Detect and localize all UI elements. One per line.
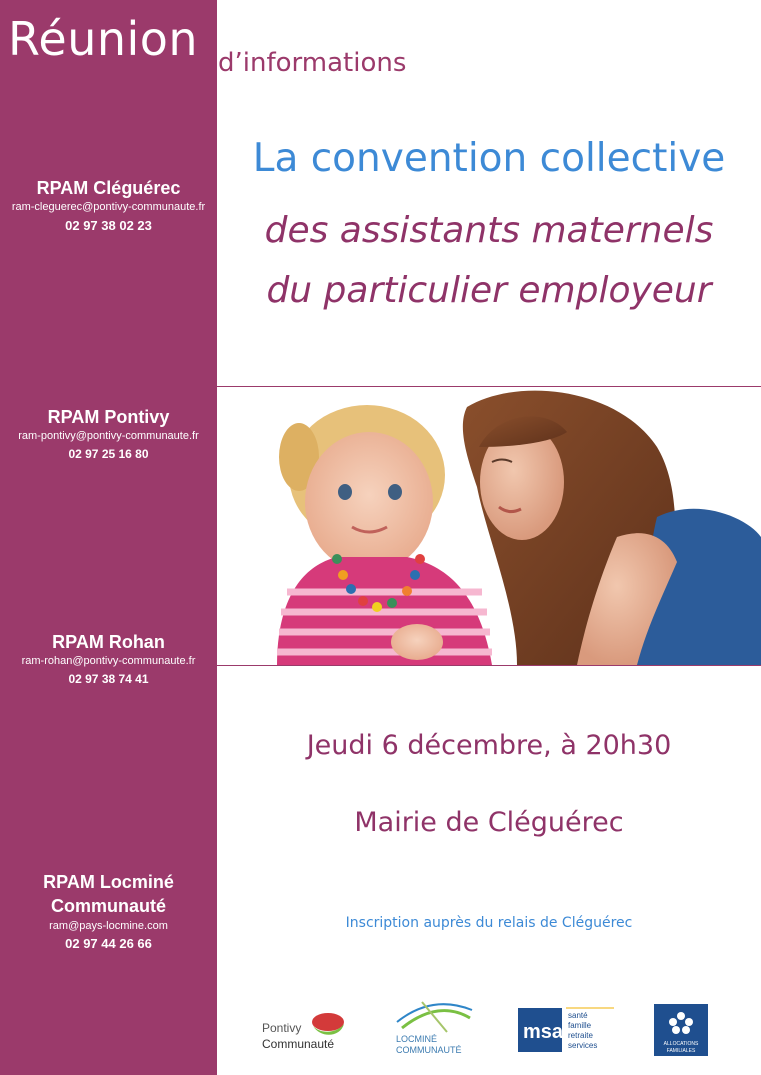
- contact-phone: 02 97 25 16 80: [68, 446, 149, 461]
- contact-phone: 02 97 38 02 23: [65, 217, 152, 233]
- headline: La convention collective: [252, 136, 726, 181]
- contact-name: RPAM Pontivy: [47, 407, 170, 427]
- msa-line-3: retraite: [568, 1031, 593, 1040]
- msa-line-1: santé: [568, 1011, 588, 1020]
- contact-locmine: [0, 870, 217, 953]
- msa-mark: msa: [523, 1021, 564, 1043]
- msa-logo[interactable]: [518, 1006, 618, 1056]
- pontivy-communaute-logo[interactable]: [258, 1010, 350, 1056]
- contact-email[interactable]: ram-rohan@pontivy-communaute.fr: [21, 655, 196, 668]
- caf-logo[interactable]: [654, 1004, 708, 1056]
- contact-name: RPAM Cléguérec: [36, 178, 181, 198]
- contact-name: RPAM Rohan: [52, 632, 165, 652]
- subheadline-line1: des assistants maternels: [264, 210, 714, 251]
- locmine-logo-line1: LOCMINÉ: [396, 1034, 438, 1044]
- contact-rohan: [0, 630, 217, 688]
- contact-email[interactable]: ram-cleguerec@pontivy-communaute.fr: [11, 201, 206, 214]
- locmine-communaute-logo[interactable]: [392, 992, 478, 1056]
- pontivy-logo-line2: Communauté: [262, 1037, 335, 1051]
- page-subtitle: d’informations: [218, 48, 407, 78]
- pontivy-logo-line1: Pontivy: [262, 1021, 302, 1035]
- contact-name: RPAM Locminé: [43, 872, 174, 892]
- inscription-note: Inscription auprès du relais de Cléguérec: [345, 915, 633, 931]
- divider-bottom: [217, 665, 761, 666]
- contact-pontivy: [0, 405, 217, 463]
- msa-line-2: famille: [568, 1021, 592, 1030]
- event-date: Jeudi 6 décembre, à 20h30: [306, 730, 672, 761]
- contact-email[interactable]: ram-pontivy@pontivy-communaute.fr: [18, 430, 199, 443]
- subheadline-line2: du particulier employeur: [266, 270, 712, 311]
- contact-phone: 02 97 38 74 41: [68, 671, 149, 686]
- contact-name-line2: Communauté: [50, 896, 166, 917]
- contact-cleguerec: [0, 176, 217, 235]
- page-title: Réunion: [8, 12, 199, 66]
- caf-logo-line2: FAMILIALES: [666, 1048, 696, 1054]
- mother-child-photo: [217, 387, 761, 665]
- contact-email[interactable]: ram@pays-locmine.com: [49, 919, 168, 932]
- event-place: Mairie de Cléguérec: [354, 807, 624, 838]
- locmine-logo-line2: COMMUNAUTÉ: [396, 1045, 462, 1055]
- msa-line-4: services: [568, 1041, 598, 1050]
- contact-phone: 02 97 44 26 66: [65, 935, 152, 951]
- caf-logo-line1: ALLOCATIONS: [663, 1041, 699, 1047]
